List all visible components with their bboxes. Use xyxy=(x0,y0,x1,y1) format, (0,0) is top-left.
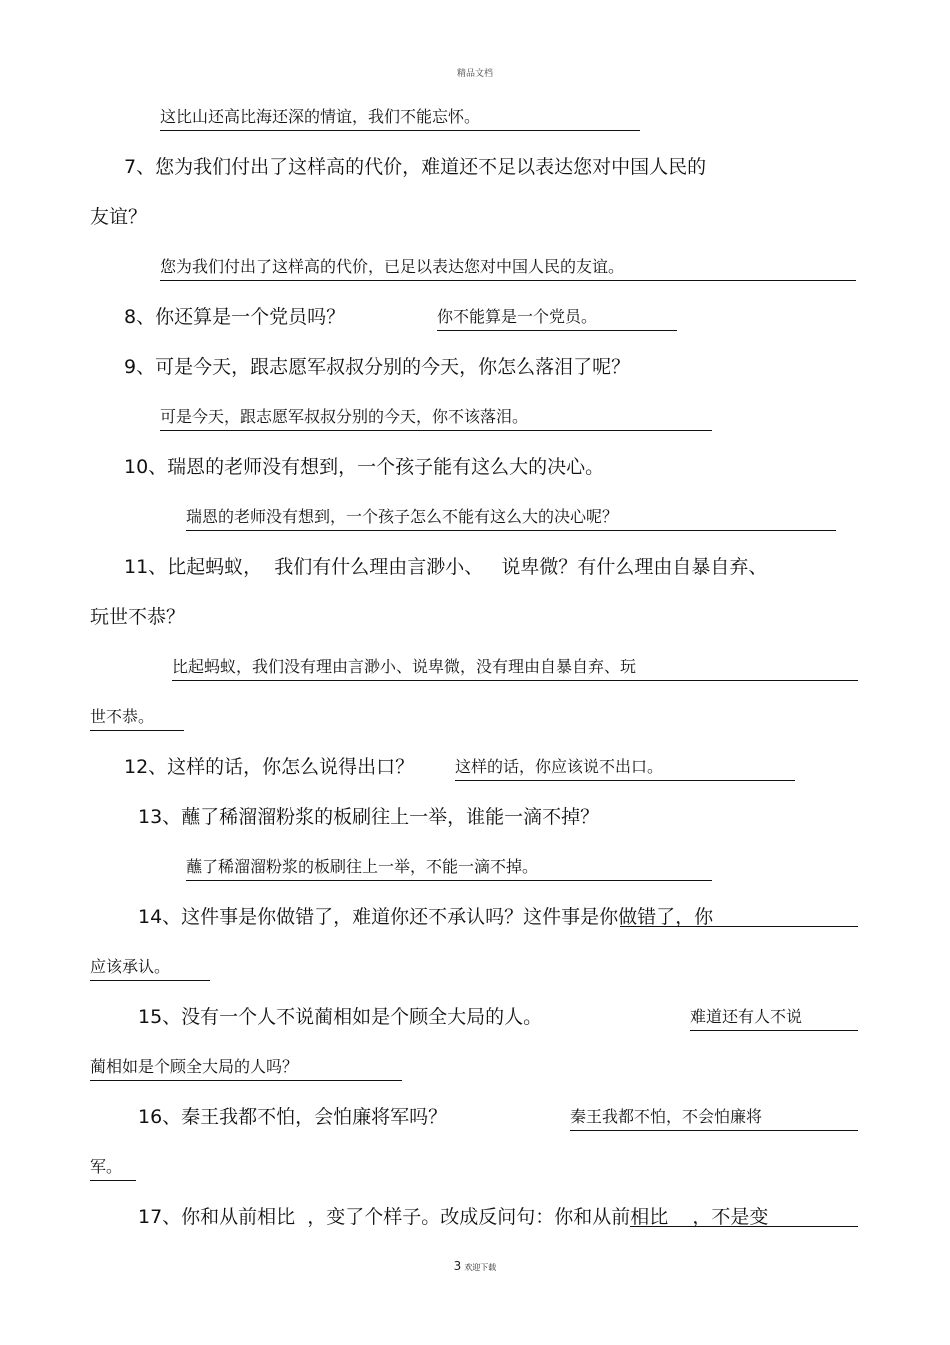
answer-text: 这样的话，你应该说不出口。 xyxy=(455,757,664,776)
answer-underline xyxy=(160,104,640,131)
question-text: 11、比起蚂蚁， 我们有什么理由言渺小、 说卑微？有什么理由自暴自弃、 xyxy=(124,556,768,578)
answer-underline xyxy=(570,1104,858,1131)
question-text: 友谊？ xyxy=(90,206,148,228)
question-text: 16、秦王我都不怕，会怕廉将军吗？ xyxy=(138,1106,448,1128)
page-number: 3 xyxy=(453,1259,462,1273)
answer-underline xyxy=(90,954,210,981)
question-text: 7、您为我们付出了这样高的代价，难道还不足以表达您对中国人民的 xyxy=(124,156,707,178)
answer-text: 蔺相如是个顾全大局的人吗？ xyxy=(90,1057,299,1076)
answer-underline xyxy=(160,404,712,431)
answer-underline xyxy=(620,926,858,927)
answer-underline xyxy=(90,704,184,731)
answer-underline xyxy=(455,754,795,781)
answer-text: 秦王我都不怕，不会怕廉将 xyxy=(570,1107,763,1126)
answer-underline xyxy=(186,504,836,531)
answer-underline xyxy=(186,854,712,881)
question-text: 8、你还算是一个党员吗？ xyxy=(124,306,346,328)
answer-text: 应该承认。 xyxy=(90,957,171,976)
answer-underline xyxy=(630,1226,858,1227)
footer-label: 欢迎下载 xyxy=(464,1263,497,1272)
answer-text: 难道还有人不说 xyxy=(690,1007,803,1026)
question-text: 14、这件事是你做错了，难道你还不承认吗？这件事是你做错了，你 xyxy=(138,906,714,928)
answer-underline xyxy=(437,304,677,331)
answer-text: 您为我们付出了这样高的代价，已足以表达您对中国人民的友谊。 xyxy=(160,257,625,276)
answer-text: 瑞恩的老师没有想到，一个孩子怎么不能有这么大的决心呢？ xyxy=(186,507,619,526)
page-footer xyxy=(0,1259,950,1273)
answer-text: 世不恭。 xyxy=(90,707,155,726)
answer-text: 比起蚂蚁，我们没有理由言渺小、说卑微，没有理由自暴自弃、玩 xyxy=(172,657,637,676)
question-text: 12、这样的话，你怎么说得出口？ xyxy=(124,756,415,778)
answer-underline xyxy=(172,654,858,681)
question-text: 13、蘸了稀溜溜粉浆的板刷往上一举，谁能一滴不掉？ xyxy=(138,806,600,828)
question-text: 10、瑞恩的老师没有想到，一个孩子能有这么大的决心。 xyxy=(124,456,605,478)
answer-text: 军。 xyxy=(90,1157,123,1176)
question-text: 玩世不恭？ xyxy=(90,606,186,628)
answer-text: 这比山还高比海还深的情谊，我们不能忘怀。 xyxy=(160,107,481,126)
question-text: 9、可是今天，跟志愿军叔叔分别的今天，你怎么落泪了呢？ xyxy=(124,356,631,378)
answer-underline xyxy=(90,1154,136,1181)
answer-underline xyxy=(160,254,856,281)
answer-text: 蘸了稀溜溜粉浆的板刷往上一举，不能一滴不掉。 xyxy=(186,857,539,876)
question-text: 17、你和从前相比 ，变了个样子。改成反问句：你和从前相比 ，不是变 xyxy=(138,1206,769,1228)
answer-underline xyxy=(90,1054,402,1081)
page-header: 精品文档 xyxy=(456,69,493,79)
question-text: 15、没有一个人不说蔺相如是个顾全大局的人。 xyxy=(138,1006,543,1028)
answer-text: 可是今天，跟志愿军叔叔分别的今天，你不该落泪。 xyxy=(160,407,529,426)
answer-text: 你不能算是一个党员。 xyxy=(437,307,598,326)
answer-underline xyxy=(690,1004,858,1031)
